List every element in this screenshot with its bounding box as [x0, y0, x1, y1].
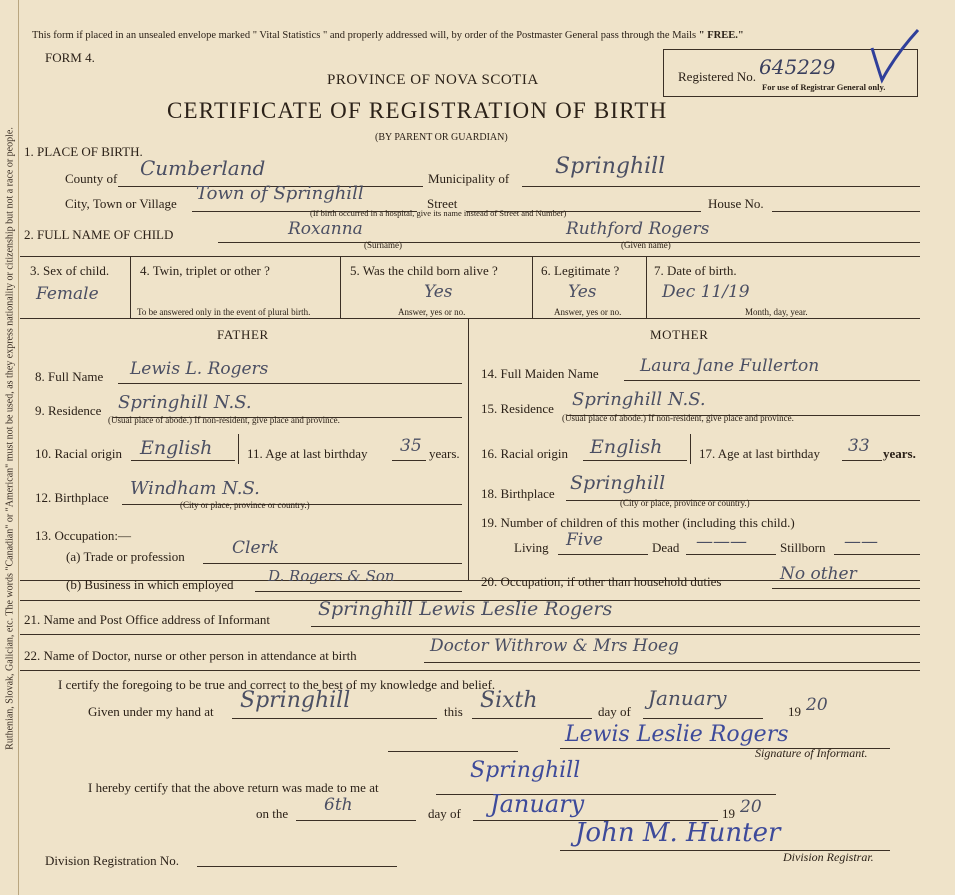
children-count-label: 19. Number of children of this mother (including this child.) — [481, 515, 795, 530]
father-residence-label: 9. Residence — [35, 403, 102, 418]
mail-notice: This form if placed in an unsealed envelope marked " Vital Statistics " and properly addressed will, by order of the Postmaster General pass through the Mails " FREE." — [32, 30, 744, 41]
county-value: Cumberland — [140, 156, 266, 180]
side-note: Ruthenian, Slovak, Galician, etc. The words "Canadian" or "American" must not be used, as they express nationality or citizenship but not a race or people. — [4, 127, 16, 750]
living-label: Living — [514, 540, 549, 555]
father-name-label: 8. Full Name — [35, 369, 104, 384]
father-birthplace-label: 12. Birthplace — [35, 490, 109, 505]
place-of-birth-heading: 1. PLACE OF BIRTH. — [24, 144, 143, 159]
attendant-label: 22. Name of Doctor, nurse or other person in attendance at birth — [24, 648, 357, 663]
registrar-place: Springhill — [470, 758, 581, 783]
stillborn-value: —— — [844, 532, 878, 552]
twin-label: 4. Twin, triplet or other ? — [140, 263, 270, 278]
child-surname: Roxanna — [288, 219, 363, 239]
born-alive-label: 5. Was the child born alive ? — [350, 263, 498, 278]
division-number-label: Division Registration No. — [45, 853, 179, 868]
certification-text: I certify the foregoing to be true and correct to the best of my knowledge and belief. — [58, 677, 496, 692]
mother-birthplace-value: Springhill — [570, 472, 666, 494]
municipality-label: Municipality of — [428, 171, 510, 186]
father-heading: FATHER — [217, 327, 269, 342]
page-title: CERTIFICATE OF REGISTRATION OF BIRTH — [167, 98, 668, 123]
dead-value: ——— — [696, 532, 747, 552]
business-value: D. Rogers & Son — [268, 567, 395, 585]
registrar-day: 6th — [324, 795, 353, 815]
margin-rule — [18, 0, 19, 895]
mother-racial-value: English — [590, 436, 663, 458]
date-of-birth-caption: Month, day, year. — [745, 307, 808, 317]
father-name-value: Lewis L. Rogers — [130, 359, 269, 379]
street-label: Street — [427, 196, 458, 211]
registered-label: Registered No. — [678, 69, 756, 84]
registrar-year: 20 — [740, 797, 762, 817]
mother-occupation-value: No other — [780, 564, 857, 584]
stillborn-label: Stillborn — [780, 540, 826, 555]
registrar-signature: John M. Hunter — [575, 818, 781, 848]
certification-year: 20 — [806, 695, 828, 715]
mother-name-value: Laura Jane Fullerton — [640, 356, 820, 376]
certification-year-prefix: 19 — [788, 704, 801, 719]
province-heading: PROVINCE OF NOVA SCOTIA — [327, 72, 539, 88]
father-occupation-label: 13. Occupation:— — [35, 528, 132, 543]
mother-heading: MOTHER — [650, 327, 709, 342]
date-of-birth-label: 7. Date of birth. — [654, 263, 737, 278]
registrar-text: I hereby certify that the above return was made to me at — [88, 780, 379, 795]
business-label: (b) Business in which employed — [66, 577, 234, 592]
city-value: Town of Springhill — [196, 183, 364, 204]
legitimate-caption: Answer, yes or no. — [554, 307, 622, 317]
child-given-name: Ruthford Rogers — [566, 219, 710, 239]
sex-label: 3. Sex of child. — [30, 263, 110, 278]
on-the-label: on the — [256, 806, 289, 821]
registered-note: For use of Registrar General only. — [762, 82, 886, 92]
trade-value: Clerk — [232, 538, 279, 558]
registrar-year-prefix: 19 — [722, 806, 735, 821]
father-racial-value: English — [140, 437, 213, 459]
attendant-value: Doctor Withrow & Mrs Hoeg — [430, 636, 679, 656]
mother-residence-label: 15. Residence — [481, 401, 554, 416]
registrar-month: January — [490, 790, 585, 818]
sex-value: Female — [36, 284, 99, 304]
child-name-label: 2. FULL NAME OF CHILD — [24, 227, 174, 242]
given-name-caption: (Given name) — [621, 240, 671, 250]
given-under-label: Given under my hand at — [88, 704, 214, 719]
certification-place: Springhill — [240, 688, 351, 713]
surname-caption: (Surname) — [364, 240, 402, 250]
father-age-label: 11. Age at last birthday — [247, 446, 368, 461]
father-birthplace-value: Windham N.S. — [130, 478, 260, 499]
municipality-value: Springhill — [555, 154, 666, 179]
date-of-birth-value: Dec 11/19 — [662, 282, 750, 302]
informant-signature: Lewis Leslie Rogers — [565, 722, 789, 747]
day-of-label: day of — [598, 704, 631, 719]
legitimate-value: Yes — [568, 282, 597, 302]
living-value: Five — [566, 530, 603, 550]
trade-label: (a) Trade or profession — [66, 549, 185, 564]
registrar-caption: Division Registrar. — [783, 850, 874, 864]
certification-day: Sixth — [480, 688, 538, 713]
mother-racial-label: 16. Racial origin — [481, 446, 569, 461]
mother-name-label: 14. Full Maiden Name — [481, 366, 599, 381]
this-label: this — [444, 704, 463, 719]
page-subtitle: (BY PARENT OR GUARDIAN) — [375, 132, 508, 143]
father-racial-label: 10. Racial origin — [35, 446, 123, 461]
father-age-value: 35 — [400, 436, 422, 456]
mother-occupation-label: 20. Occupation, if other than household duties — [481, 574, 722, 589]
mother-years-label: years. — [883, 446, 916, 461]
city-label: City, Town or Village — [65, 196, 177, 211]
mother-birthplace-label: 18. Birthplace — [481, 486, 555, 501]
house-number-label: House No. — [708, 196, 764, 211]
mother-residence-note: (Usual place of abode.) If non-resident, give place and province. — [562, 413, 794, 423]
dead-label: Dead — [652, 540, 680, 555]
informant-signature-caption: Signature of Informant. — [755, 746, 868, 760]
legitimate-label: 6. Legitimate ? — [541, 263, 620, 278]
informant-label: 21. Name and Post Office address of Informant — [24, 612, 270, 627]
county-label: County of — [65, 171, 118, 186]
mother-birthplace-note: (City or place, province or country.) — [620, 498, 750, 508]
mother-age-label: 17. Age at last birthday — [699, 446, 820, 461]
mother-residence-value: Springhill N.S. — [572, 389, 706, 410]
hospital-note: (If birth occurred in a hospital, give its name instead of Street and Number) — [310, 208, 567, 218]
registrar-day-of-label: day of — [428, 806, 461, 821]
twin-note: To be answered only in the event of plural birth. — [137, 307, 311, 317]
born-alive-value: Yes — [424, 282, 453, 302]
father-birthplace-note: (City or place, province or country.) — [180, 500, 310, 510]
informant-value: Springhill Lewis Leslie Rogers — [318, 598, 613, 620]
father-years-label: years. — [429, 446, 460, 461]
registered-number: 645229 — [759, 55, 836, 79]
father-residence-note: (Usual place of abode.) If non-resident, give place and province. — [108, 415, 340, 425]
form-number: FORM 4. — [45, 50, 95, 65]
certification-month: January — [648, 686, 727, 710]
father-residence-value: Springhill N.S. — [118, 392, 252, 413]
mother-age-value: 33 — [848, 436, 870, 456]
check-mark-icon — [866, 26, 926, 86]
born-alive-caption: Answer, yes or no. — [398, 307, 466, 317]
